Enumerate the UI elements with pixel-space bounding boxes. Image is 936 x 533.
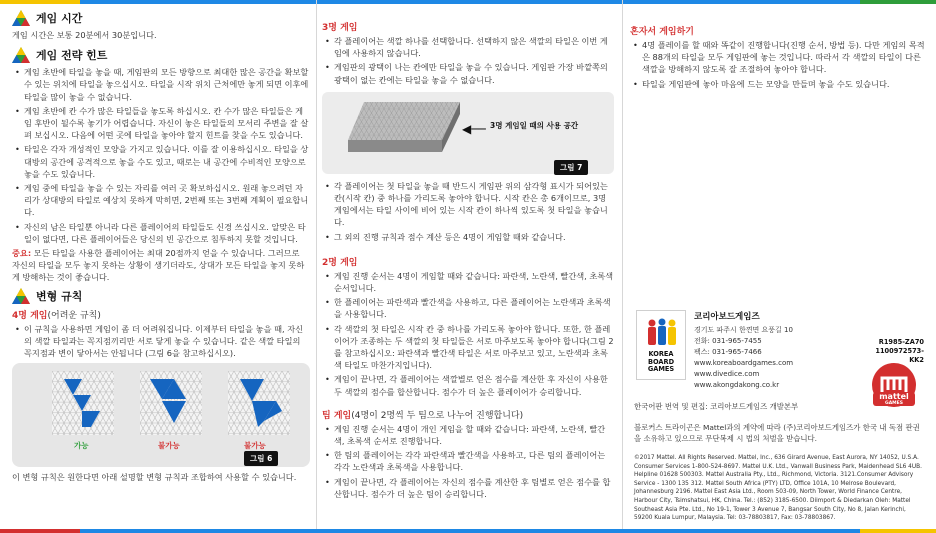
three-player-list-2 <box>322 180 614 243</box>
website-link[interactable]: www.divedice.com <box>694 370 760 378</box>
figure-7-caption: 3명 게임일 때의 사용 공간 <box>490 120 579 130</box>
strategy-list <box>12 66 310 245</box>
note-text: 모든 타일을 사용한 플레이어는 최대 20점까지 얻을 수 있습니다. 그러므로 자신의 타일을 모두 놓지 못하는 상황이 생기더라도, 상대가 모든 타일을 놓지 못하게 방해하는 것이 좋습니다. <box>12 248 305 283</box>
fax: 팩스: 031-965-7466 <box>694 348 762 356</box>
list-item: • 그 외의 진행 규칙과 점수 계산 등은 4명이 게임할 때와 같습니다. <box>322 231 614 243</box>
column-middle <box>322 10 614 523</box>
label-impossible: 불가능 <box>244 441 266 451</box>
solo-list <box>630 39 928 90</box>
list-item: • 자신의 남은 타일뿐 아니라 다른 플레이어의 타일들도 신경 쓰십시오. 알맞은 타일이 없다면, 다른 플레이어들은 당신의 빈 공간으로 침투하지 못할 것입니다. <box>12 221 310 245</box>
three-player-list <box>322 35 614 86</box>
company-info <box>694 310 854 391</box>
list-item: • 각 플레이어는 색깔 하나를 선택합니다. 선택하지 않은 색깔의 타일은 이번 게임에 사용하지 않습니다. <box>322 35 614 59</box>
list-item: • 한 플레이어는 파란색과 빨간색을 사용하고, 다른 플레이어는 노란색과 초록색을 사용합니다. <box>322 296 614 320</box>
product-codes: R1985-ZA70 1100972573-KK2 <box>875 338 924 364</box>
label-impossible: 불가능 <box>158 441 180 451</box>
list-item: • 타일을 게임판에 놓아 마음에 드는 모양을 만들며 놓을 수도 있습니다. <box>630 78 928 90</box>
heading-text: 게임 전략 힌트 <box>36 49 108 63</box>
board-illustration <box>344 100 462 164</box>
list-item: • 게임이 끝나면, 각 플레이어는 색깔별로 얻은 점수를 계산한 후 자신이 사용한 두 색깔의 점수를 합산합니다. 점수가 더 높은 플레이어가 승리합니다. <box>322 373 614 397</box>
heading-text: 게임 시간 <box>36 12 83 25</box>
website-link[interactable]: www.koreaboardgames.com <box>694 359 794 367</box>
top-color-strip <box>0 0 936 4</box>
game-time-heading <box>12 10 310 26</box>
legal-notice: ©2017 Mattel. All Rights Reserved. Mattel, Inc., 636 Girard Avenue, East Aurora, NY 14052, U.S.A. Consumer Services 1-800-524-8697. Mattel U.K. Ltd., Vanwall Business Park, Maidenhead SL6 4UB. Helpline 01628 500303. Mattel Australia Pty., Ltd., Richmond, Victoria. 3121.Consumer Advisory Service - 1300 135 312. Mattel South Africa (PTY) LTD, Office 101A, 10 Melrose Boulevard, Johannesburg 2196. Mattel East Asia Ltd., Room 503-09, North Tower, World Finance Centre, Harbour City, Tsimshatsui, HK, China. Tel.: (852) 3185-6500. Diimport & Diedarkan Oleh: Mattel Southeast Asia Pte. Ltd., No 19-1, Tower 3 Avenue 7, Bangsar South City, No 8, Jalan Kerinchi, 59200 Kuala Lumpur, Malaysia. Tel: 03-78803817, Fax: 03-78803867. <box>634 455 922 522</box>
triangle-logo-icon <box>12 10 30 26</box>
korea-board-games-logo <box>636 310 686 380</box>
heading-text: 변형 규칙 <box>36 289 83 303</box>
tile-example-impossible-1 <box>140 371 202 435</box>
solo-title: 혼자서 게임하기 <box>630 27 694 37</box>
list-item: • 게임 진행 순서는 4명이 게임할 때와 같습니다: 파란색, 노란색, 빨간색, 초록색 순서입니다. <box>322 270 614 294</box>
list-item: • 이 규칙을 사용하면 게임이 좀 더 어려워집니다. 이제부터 타일을 놓을 때, 자신의 색깔 타일과는 꼭지점끼리만 서로 닿게 놓을 수 있습니다. 같은 색깔 타일의 꼭지점과 변이 닿아서는 안됩니다 (그림 6을 참고하십시오). <box>12 323 310 360</box>
address: 경기도 파주시 한껸면 요풍길 10 <box>694 326 793 334</box>
tile-example-possible <box>52 371 114 435</box>
subtitle-text: 4명 게임 <box>12 310 48 321</box>
team-title <box>322 408 614 421</box>
website-link[interactable]: www.akongdakong.co.kr <box>694 381 780 389</box>
game-time-text: 게임 시간은 보통 20분에서 30분입니다. <box>12 30 157 40</box>
figure-7 <box>322 92 614 174</box>
list-item: • 게임 중에 타일을 놓을 수 있는 자리를 여러 곳 확보하십시오. 원래 놓으려던 자리가 상대방의 타일로 예상치 못하게 막히면, 2번째 또는 3번째 계획이 필요합니다. <box>12 182 310 219</box>
meeples-icon <box>646 317 678 347</box>
team-list <box>322 423 614 500</box>
list-item: • 각 색깔의 첫 타일은 시작 칸 중 하나를 가리도록 놓아야 합니다. 또한, 한 플레이어가 조종하는 두 색깔의 첫 타일들은 서로 마주보도록 놓아야 합니다(그림 2를 참고하십시오: 파란색과 빨간색 타일은 서로 마주보고 있고, 노란색과 초록색 타일도 마찬가지입니다). <box>322 323 614 372</box>
two-player-title: 2명 게임 <box>322 257 358 268</box>
triangle-logo-icon <box>12 47 30 63</box>
subtitle-note: (어려운 규칙) <box>47 310 101 321</box>
figure-6-tag: 그림 6 <box>244 451 278 466</box>
variant-subtitle <box>12 308 310 321</box>
strategy-heading <box>12 47 310 63</box>
bottom-color-strip <box>0 529 936 533</box>
list-item: • 각 플레이어는 첫 타일을 놓을 때 반드시 게임판 위의 삼각형 표시가 되어있는 칸(시작 칸) 중 하나를 가리도록 놓아야 합니다. 시작 칸은 총 6개이므로, 3명 게임에서는 타일 사이에 비어 있는 시작 칸이 하나씩 있도록 첫 타일을 놓습니다. <box>322 180 614 229</box>
company-name: 코리아보드게임즈 <box>694 312 760 322</box>
list-item: • 한 팀의 플레이어는 각각 파란색과 빨간색을 사용하고, 다른 팀의 플레이어는 각각 노란색과 초록색을 사용합니다. <box>322 449 614 473</box>
mattel-wordmark: mattel GAMES <box>873 392 915 406</box>
team-title-text: 팀 게임 <box>322 410 352 421</box>
variant-heading <box>12 288 310 304</box>
column-divider <box>622 0 623 533</box>
figure-7-tag: 그림 7 <box>554 160 588 175</box>
list-item: • 타일은 각자 개성적인 모양을 가지고 있습니다. 이를 잘 이용하십시오. 타일을 상대방의 공간에 공격적으로 놓을 수도 있고, 때로는 내 공간에 수비적인 모양으로 놓을 수도 있습니다. <box>12 143 310 180</box>
important-note <box>12 247 310 284</box>
column-left <box>12 10 310 523</box>
column-right <box>630 10 928 523</box>
arrow-icon: ◀── <box>462 121 486 136</box>
label-possible: 가능 <box>74 441 89 451</box>
translation-credit: 한국어판 번역 및 편집: 코리아보드게임즈 개발본부 <box>634 402 799 411</box>
two-player-list <box>322 270 614 398</box>
list-item: • 게임 초반에 타일을 놓을 때, 게임판의 모든 방향으로 최대한 많은 공간을 확보할 수 있는 위치에 타일을 놓으십시오. 타일을 시작 위치 근처에만 놓게 되면 이후에 타일을 많이 놓을 수 없습니다. <box>12 66 310 103</box>
phone: 전화: 031-965-7455 <box>694 337 762 345</box>
logo-text: KOREA BOARD GAMES <box>647 350 675 374</box>
variant-footer: 이 변형 규칙은 원한다면 아래 설명할 변형 규칙과 조합하여 사용할 수 있습니다. <box>12 472 297 483</box>
figure-6 <box>12 363 310 467</box>
list-item: • 게임 초반에 칸 수가 많은 타일들을 놓도록 하십시오. 칸 수가 많은 타일들은 게임 후반이 될수록 놓기가 어렵습니다. 자신이 놓은 타일들의 모서리 주변을 잘 살펴 보십시오. 다음에 어떤 곳에 타일을 놓아야 할지 힌트를 찾을 수도 있습니다. <box>12 105 310 142</box>
variant-list <box>12 323 310 360</box>
list-item: • 게임판의 광택이 나는 칸에만 타일을 놓을 수 있습니다. 게임판 가장 바깥쪽의 광택이 없는 칸에는 타일을 놓을 수 없습니다. <box>322 61 614 85</box>
note-label: 중요: <box>12 248 32 259</box>
list-item: • 4명 플레이를 할 때와 똑같이 진행합니다(진행 순서, 방법 등). 다만 게임의 목적은 88개의 타일을 모두 게임판에 놓는 것입니다. 따라서 각 색깔의 타일이 다른 색깔을 방해하지 않도록 잘 조절하여 놓아야 합니다. <box>630 39 928 76</box>
tile-example-impossible-2 <box>228 371 290 435</box>
team-title-note: (4명이 2명씩 두 팀으로 나누어 진행합니다) <box>351 410 524 421</box>
list-item: • 게임 진행 순서는 4명이 개인 게임을 할 때와 같습니다: 파란색, 노란색, 빨간색, 초록색 순서로 진행합니다. <box>322 423 614 447</box>
column-divider <box>316 0 317 533</box>
trademark-notice: 블로커스 트라이곤은 Mattel과의 계약에 따라 (주)코리아보드게임즈가 한국 내 독점 판권을 소유하고 있으므로 무단복제 시 법의 처벌을 받습니다. <box>634 423 920 443</box>
three-player-title: 3명 게임 <box>322 23 358 33</box>
triangle-logo-icon <box>12 288 30 304</box>
list-item: • 게임이 끝나면, 각 플레이어는 자신의 점수를 계산한 후 팀별로 얻은 점수를 합산합니다. 점수가 더 높은 팀이 승리합니다. <box>322 476 614 500</box>
